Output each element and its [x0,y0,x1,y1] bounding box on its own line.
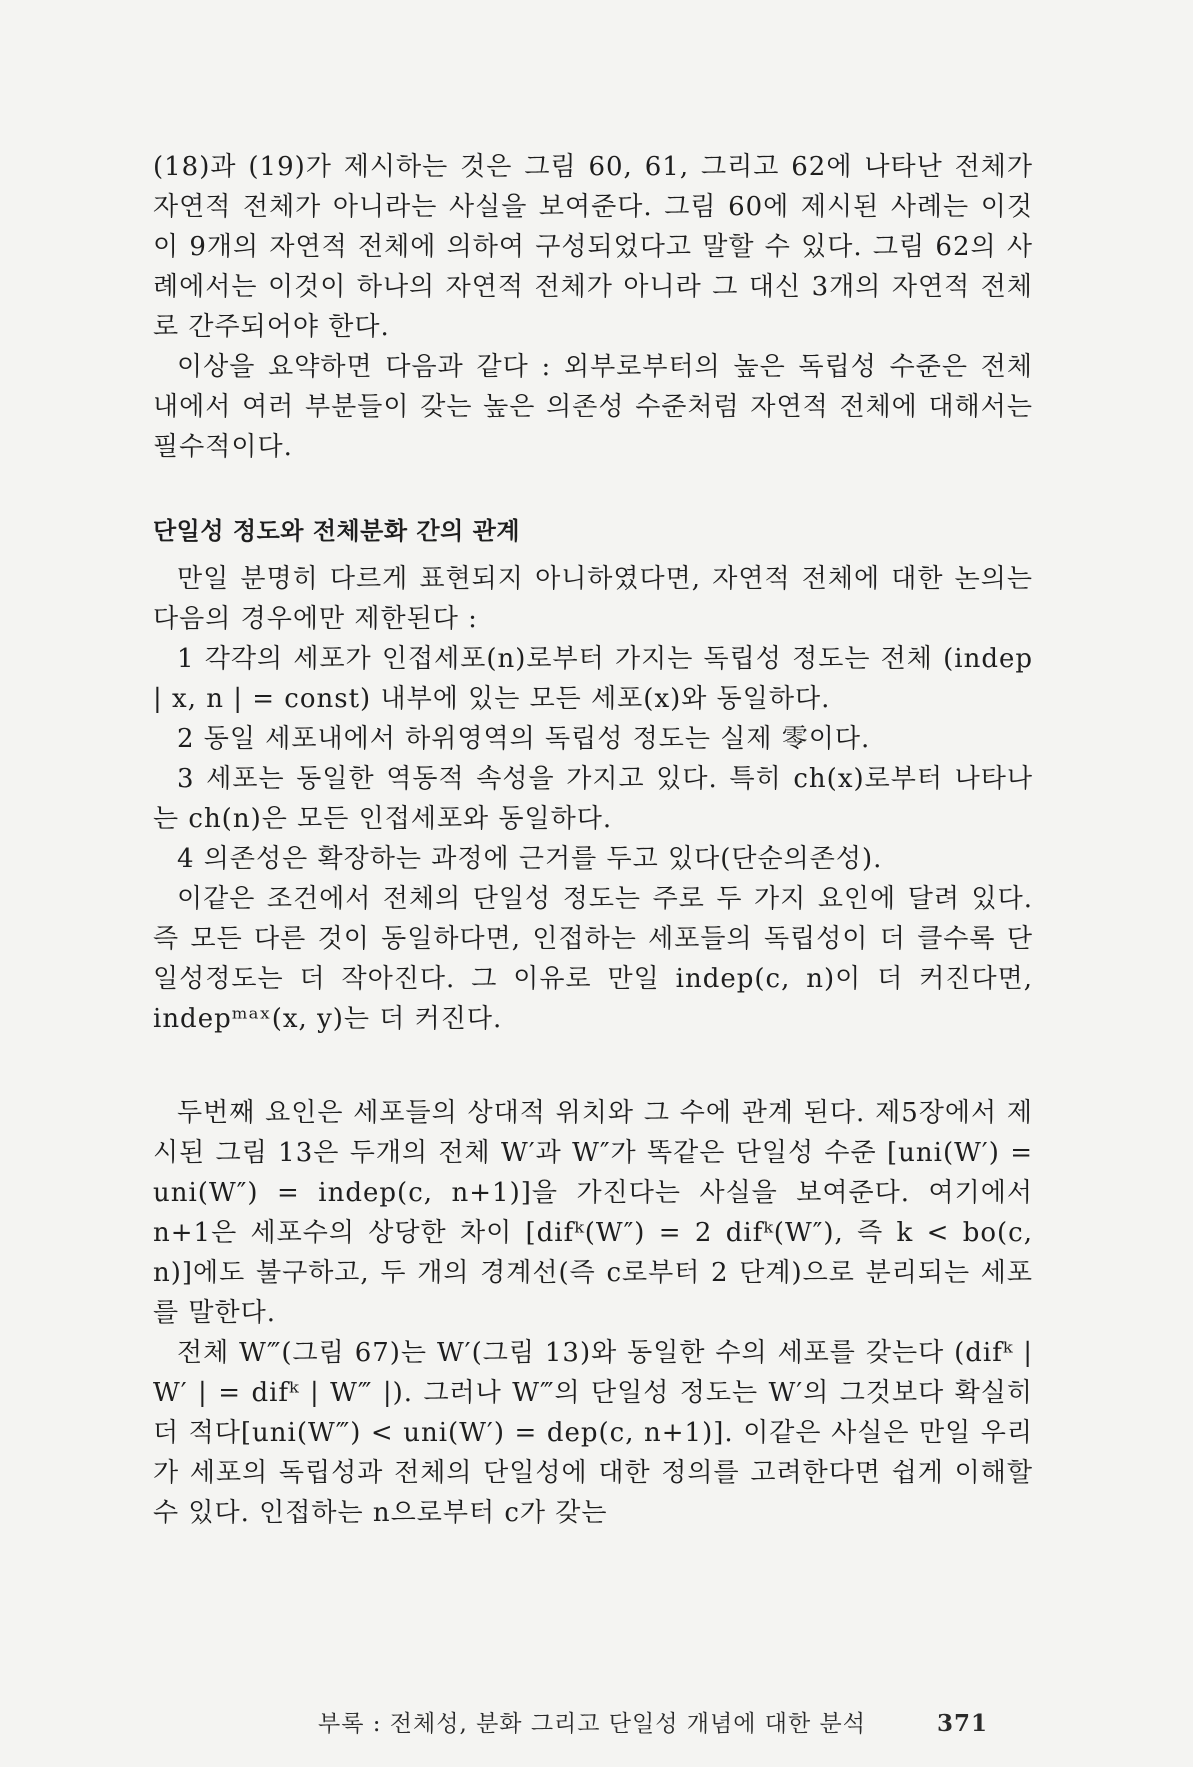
paragraph-second-factor: 두번째 요인은 세포들의 상대적 위치와 그 수에 관계 된다. 제5장에서 제시된 그림 13은 두개의 전체 W′과 W″가 똑같은 단일성 수준 [uni(W′) = uni(W″) = indep(c, n+1)]을 가진다는 사실을 보여준다. 여기에서 n+1은 세포수의 상당한 차이 [difᵏ(W″) = 2 difᵏ(W″), 즉 k < bo(c, n)]에도 불구하고, 두 개의 경계선(즉 c로부터 2 단계)으로 분리되는 세포를 말한다. [153,1098,1033,1328]
paragraph-conditions: 이같은 조건에서 전체의 단일성 정도는 주로 두 가지 요인에 달려 있다. 즉 모든 다른 것이 동일하다면, 인접하는 세포들의 독립성이 더 클수록 단일성정도는 더 작아진다. 그 이유로 만일 indep(c, n)이 더 커진다면, indepᵐᵃˣ(x, y)는 더 커진다. [153,884,1033,1034]
section-heading: 단일성 정도와 전체분화 간의 관계 [153,517,520,545]
numbered-item-3: 3 세포는 동일한 역동적 속성을 가지고 있다. 특히 ch(x)로부터 나타나는 ch(n)은 모든 인접세포와 동일하다. [153,764,1033,834]
paragraph-whole: 전체 W‴(그림 67)는 W′(그림 13)와 동일한 수의 세포를 갖는다 (difᵏ | W′ | = difᵏ | W‴ |). 그러나 W‴의 단일성 정도는 W′의 그것보다 확실히 더 적다[uni(W‴) < uni(W′) = dep(c, n+1)]. 이같은 사실은 만일 우리가 세포의 독립성과 전체의 단일성에 대한 정의를 고려한다면 쉽게 이해할 수 있다. 인접하는 n으로부터 c가 갖는 [153,1338,1033,1528]
running-title: 부록 : 전체성, 분화 그리고 단일성 개념에 대한 분석 [318,1711,866,1737]
paragraph-intro: 만일 분명히 다르게 표현되지 아니하였다면, 자연적 전체에 대한 논의는 다음의 경우에만 제한된다 : [153,564,1033,634]
page-body [153,147,1033,1533]
numbered-item-4: 4 의존성은 확장하는 과정에 근거를 두고 있다(단순의존성). [177,844,883,874]
section-spacer [153,467,1033,511]
paragraph-figures: (18)과 (19)가 제시하는 것은 그림 60, 61, 그리고 62에 나타난 전체가 자연적 전체가 아니라는 사실을 보여준다. 그림 60에 제시된 사례는 이것이 9개의 자연적 전체에 의하여 구성되었다고 말할 수 있다. 그림 62의 사례에서는 이것이 하나의 자연적 전체가 아니라 그 대신 3개의 자연적 전체로 간주되어야 한다. [153,152,1033,342]
numbered-item-2: 2 동일 세포내에서 하위영역의 독립성 정도는 실제 零이다. [177,724,871,754]
page-number: 371 [936,1710,988,1737]
paragraph-summary: 이상을 요약하면 다음과 같다 : 외부로부터의 높은 독립성 수준은 전체 내에서 여러 부분들이 갖는 높은 의존성 수준처럼 자연적 전체에 대해서는 필수적이다. [153,352,1033,462]
paragraph-spacer [153,1039,1033,1093]
numbered-item-1: 1 각각의 세포가 인접세포(n)로부터 가지는 독립성 정도는 전체 (indep | x, n | = const) 내부에 있는 모든 세포(x)와 동일하다. [153,644,1033,714]
page-footer [318,1708,988,1740]
